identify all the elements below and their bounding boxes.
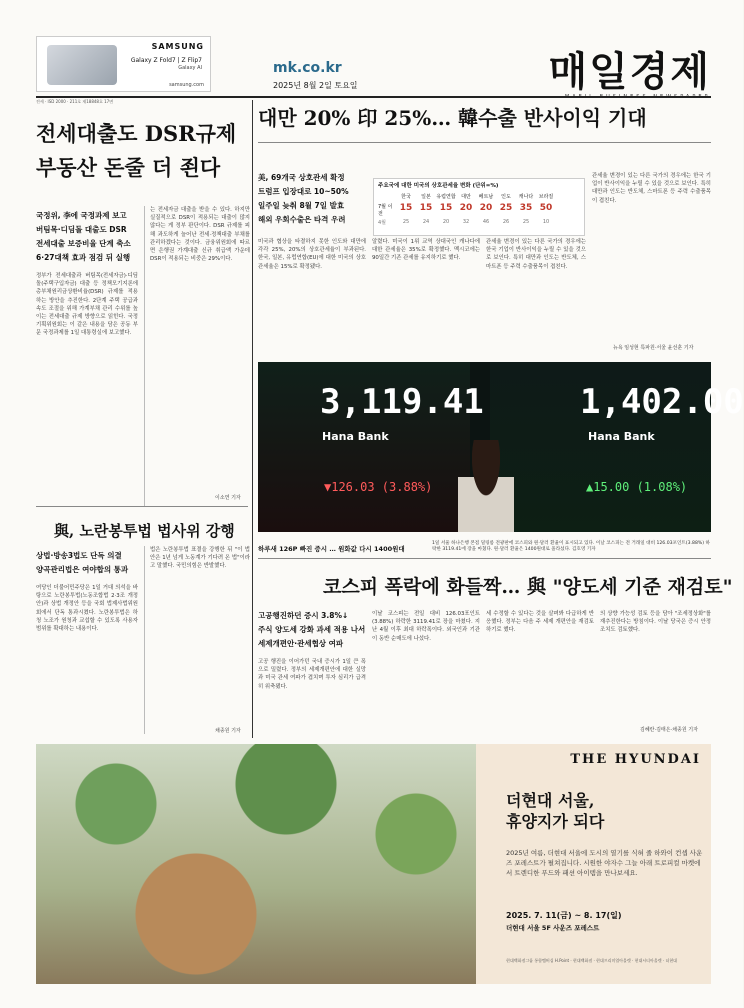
page-column-divider	[252, 100, 253, 738]
ad-brand: SAMSUNG	[151, 42, 204, 51]
lead-body-col1: 정부가 전세대출과 버팀목(전세자금)·디딤돌(주택구입자금) 대출 등 정책모기지론에총부채원리금상환비율(DSR) 규제를 적용하는 방안을 추진한다. 2단계 주택 공급과 속도 조절을 위해 가계부채 관리 수위를 높이는 전세대출 규제 방향으로 읽힌다. 국정기획위원회는 이 같은 내용을 담은 공동 부문 국정과제를 1일 대통령실에 보고했다.	[36, 273, 138, 337]
rate: 15	[419, 203, 433, 213]
country: 인도	[501, 194, 511, 200]
mid-subhead-3: 세제개편안·관세협상 여파	[258, 639, 344, 648]
tariff-before-row	[378, 203, 556, 217]
rate: 50	[539, 203, 553, 213]
rate: 25	[402, 219, 410, 225]
lead-subhead-2: 버팀목·디딤돌 대출도 DSR	[36, 225, 127, 234]
right-body-col3: 관세율 변경이 있는 다른 국가의 경우에는 한국 기업이 반사이익을 누릴 수 있을 것으로 보인다. 특히 대만과 인도는 반도체, 스마트폰 등 주력 수출품목이 겹친다.	[486, 239, 586, 270]
ad-headline	[506, 790, 604, 832]
rate: 26	[502, 219, 510, 225]
photo-caption-title: 하루새 126P 빠진 증시 … 원화값 다시 1400원대	[258, 545, 405, 553]
ad-line2: Galaxy AI	[178, 65, 202, 71]
rate: 10	[542, 219, 550, 225]
right-body-col1: 미국과 협상을 타결하지 못한 인도와 대만에 각각 25%, 20%의 상호관세율이 부과된다. 한국, 일본, 유럽연합(EU)에 대한 미국의 상호관세율은 15%로 확정됐다.	[258, 239, 366, 270]
right-subhead-2: 트럼프 입장대로 10~50%	[258, 187, 349, 196]
second-subhead-1: 상법·방송3법도 단독 의결	[36, 551, 122, 560]
second-subhead-2: 양곡관리법은 여야합의 통과	[36, 565, 129, 574]
mid-body-col4: 의 상향 가능성 검토 등을 담아 "조세정상화"를 재추진한다는 방침이다. 이날 당국은 증시 안정 조치도 검토했다.	[600, 611, 711, 634]
rate: 25	[522, 219, 530, 225]
right-lead-headline[interactable]: 대만 20% 印 25%… 韓수출 반사이익 기대	[258, 106, 647, 130]
second-body-col2: 법은 노란봉투법 표결을 강행한 뒤 "이 법안은 1년 넘게 노동계가 기다려 온 법"이라고 말했다. 국민의힘은 반발했다.	[150, 547, 250, 570]
bank-name: Hana Bank	[322, 430, 389, 443]
row-label: 4월	[378, 220, 387, 226]
country: 일본	[421, 194, 431, 200]
mid-body-col2: 이날 코스피는 전일 대비 126.03포인트(3.88%) 하락한 3119.41로 장을 마쳤다. 지난 4월 이후 최대 하락폭이다. 외국인과 기관이 동반 순매도에 나섰다.	[372, 611, 480, 642]
ad-dates: 2025. 7. 11(금) ~ 8. 17(일)	[506, 911, 622, 920]
rate: 15	[399, 203, 413, 213]
photo-caption: 1일 서울 하나은행 본점 딜링룸 전광판에 코스피와 원·달러 환율이 표시되고 있다. 이날 코스피는 전 거래일 대비 126.03포인트(3.88%) 하락한 3119.41에 장을 마쳤다. 원·달러 환율은 1400원대로 올라섰다. 김호영 기자	[432, 541, 710, 552]
issue-info: 전세 · ISD 2000 · 211호 제18848호 17면	[36, 99, 114, 104]
samsung-ad[interactable]	[36, 36, 211, 92]
ad-text-panel	[476, 744, 711, 984]
country: 한국	[401, 194, 411, 200]
lead-subhead-3: 전세대출 보증비율 단계 축소	[36, 239, 131, 248]
country: 대만	[461, 194, 471, 200]
masthead	[36, 36, 711, 94]
rate: 25	[499, 203, 513, 213]
trading-room-photo[interactable]	[258, 362, 744, 532]
lead-body-col2: 는 전세자금 대출을 받을 수 있다. 하지만 실질적으로 DSR이 적용되는 대출이 많지 않다는 게 정부 판단이다. DSR 규제를 피해 과도하게 늘어난 전세·정책대출 부채를 관리하겠다는 것이다. 금융위원회에 따르면 은행권 가계대출 신규 취급액 가운데 DSR이 적용되는 비중은 29%이다.	[150, 207, 250, 263]
right-subhead-4: 해외 우회수출은 타격 우려	[258, 215, 346, 224]
lead-byline: 이소연 기자	[215, 495, 241, 501]
mid-subhead-1: 고공행진하던 증시 3.8%↓	[258, 611, 349, 620]
lead-subhead-1: 국정위, 李에 국정과제 보고	[36, 211, 127, 220]
mid-body-col1: 고공 행진을 이어가던 국내 증시가 1일 큰 폭으로 밀렸다. 정부의 세제개편안에 대한 실망과 미국 관세 여파가 겹치며 투자 심리가 급격히 위축됐다.	[258, 659, 366, 690]
country: 유럽연합	[436, 194, 456, 200]
person-silhouette	[458, 440, 514, 532]
phone-image	[47, 45, 117, 85]
issue-date: 2025년 8월 2일 토요일	[273, 81, 358, 90]
masthead-rule	[36, 96, 711, 98]
rate: 20	[442, 219, 450, 225]
rate: 20	[479, 203, 493, 213]
ad-url: samsung.com	[169, 82, 204, 88]
second-body-col1: 여당인 더불어민주당은 1일 거대 의석을 바탕으로 노란봉투법(노동조합법 2·3조 개정안)과 상법 개정안 등을 국회 법제사법위원회에서 단독 통과시켰다. 노란봉투법은 하청 노조가 원청과 교섭할 수 있도록 사용자 범위를 확대하는 내용이다.	[36, 585, 138, 633]
tropical-scene-image	[36, 744, 476, 984]
tariff-after-row	[378, 219, 556, 226]
tariff-table-title: 주요국에 대한 미국의 상호관세율 변화 (단위=%)	[378, 183, 499, 189]
right-subhead-3: 일주일 늦춰 8월 7일 발효	[258, 201, 345, 210]
rate: 35	[519, 203, 533, 213]
right-body-col4: 관세율 변경이 있는 다른 국가의 경우에는 한국 기업이 반사이익을 누릴 수 있을 것으로 보인다. 특히 대만과 인도는 반도체, 스마트폰 등 주력 수출품목이 겹친다.	[592, 173, 711, 204]
ad-line1: Galaxy Z Fold7 | Z Flip7	[130, 57, 202, 64]
section-rule	[258, 142, 711, 143]
newspaper-logo: 매일경제	[548, 48, 711, 95]
section-rule	[36, 506, 248, 507]
mid-subhead-2: 주식 양도세 강화 과세 적용 나서	[258, 625, 366, 634]
site-url[interactable]: mk.co.kr	[273, 60, 342, 76]
lead-subhead-4: 6·27대책 효과 점검 뒤 실행	[36, 253, 131, 262]
mid-byline: 김혜란·김태은·채종원 기자	[640, 727, 698, 733]
country: 베트남	[478, 194, 494, 200]
lead-headline-line2[interactable]: 부동산 돈줄 더 죈다	[36, 155, 221, 180]
fx-value: 1,402.00	[580, 382, 744, 422]
kospi-value: 3,119.41	[320, 382, 484, 422]
tariff-table	[373, 178, 585, 236]
column-divider	[144, 206, 145, 506]
country: 캐나다	[518, 194, 534, 200]
country: 브라질	[538, 194, 554, 200]
mid-body-col3: 세 수정할 수 있다는 것을 살펴봐 다급하게 반응했다. 정부는 다음 주 세제 개편안을 재검토하기로 했다.	[486, 611, 594, 634]
ad-location: 더현대 서울 5F 사운즈 포레스트	[506, 924, 600, 932]
ad-headline-line2: 휴양지가 되다	[506, 812, 605, 831]
rate: 46	[482, 219, 490, 225]
mid-headline[interactable]: 코스피 폭락에 화들짝… 與 "양도세 기준 재검토"	[323, 576, 733, 598]
rate: 32	[462, 219, 470, 225]
rate: 20	[459, 203, 473, 213]
tariff-countries	[396, 193, 556, 200]
second-byline: 채종원 기자	[215, 728, 241, 734]
fx-change: ▲15.00 (1.08%)	[586, 480, 688, 494]
rate: 15	[439, 203, 453, 213]
row-label: 7월 이전	[378, 204, 393, 217]
right-body-col2: 알렸다. 미국이 1위 교역 상대국인 캐나다에 대한 관세율은 35%로 확정했다. 멕시코에는 90일간 기존 관세를 유지하기로 했다.	[372, 239, 480, 262]
right-subhead-1: 美, 69개국 상호관세 확정	[258, 173, 345, 182]
hyundai-ad[interactable]	[36, 744, 711, 984]
rate: 24	[422, 219, 430, 225]
ad-brand-logo: THE HYUNDAI	[570, 752, 701, 767]
second-headline[interactable]: 與, 노란봉투법 법사위 강행	[54, 522, 235, 540]
kospi-change: ▼126.03 (3.88%)	[324, 480, 433, 494]
bank-name: Hana Bank	[588, 430, 655, 443]
column-divider	[144, 546, 145, 734]
ad-headline-line1: 더현대 서울,	[506, 791, 595, 810]
section-rule	[258, 558, 711, 559]
ad-description: 2025년 여름, 더현대 서울에 도시의 열기를 식혀 줄 하와이 컨셉 사운즈 포레스트가 펼쳐집니다. 시원한 야자수 그늘 아래 트로피컬 마켓에서 트렌디한 푸드와 패션 아이템을 만나보세요.	[506, 849, 703, 877]
right-byline: 뉴욕 임성현 특파원·서울 윤선훈 기자	[613, 345, 694, 351]
lead-headline-line1[interactable]: 전세대출도 DSR규제	[36, 121, 237, 146]
ad-footer: 현대백화점그룹 통합멤버십 H.Point · 현대백화점 · 현대프리미엄아울렛 · 현대시티아울렛 · 더현대	[506, 958, 678, 963]
